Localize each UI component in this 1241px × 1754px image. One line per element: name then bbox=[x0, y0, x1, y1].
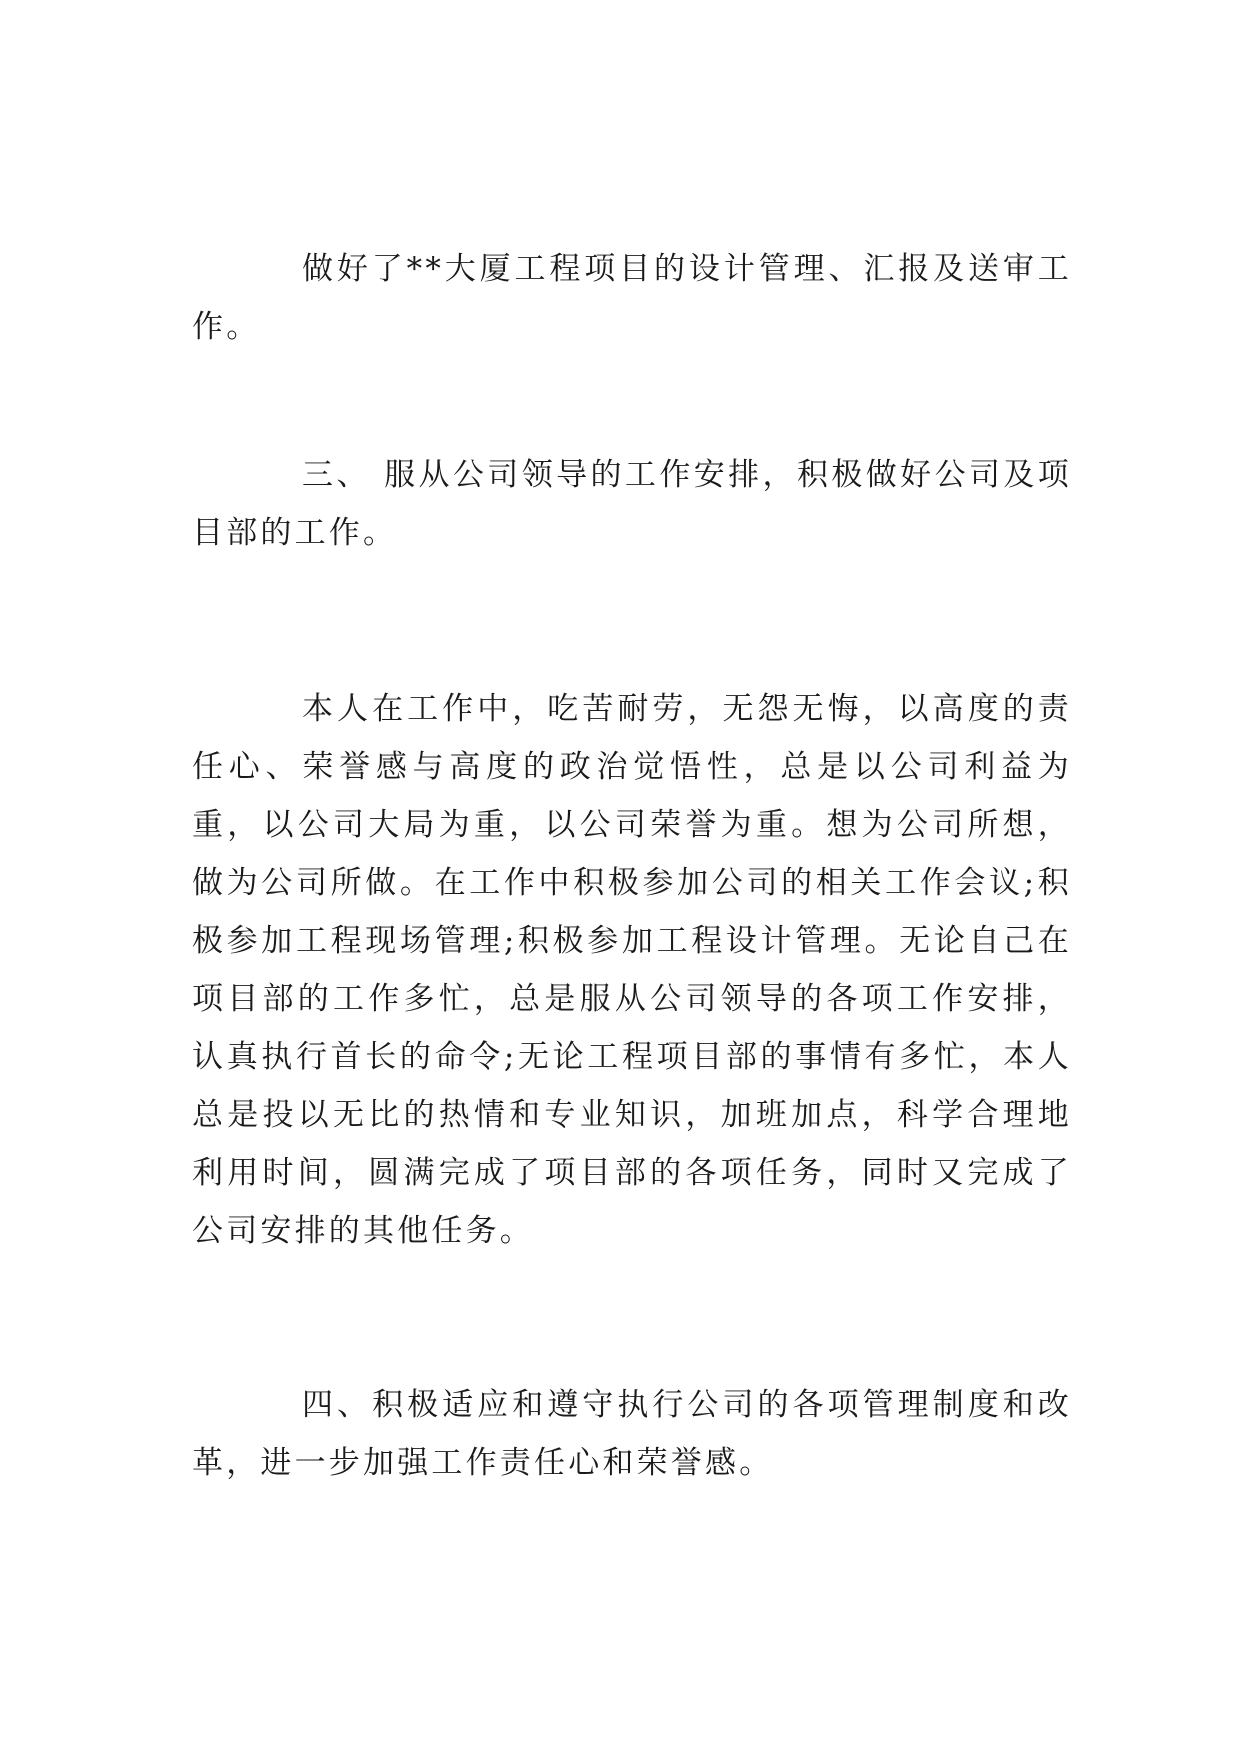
paragraph-section-three: 三、 服从公司领导的工作安排，积极做好公司及项目部的工作。 bbox=[192, 457, 1072, 551]
paragraph-section-four: 四、积极适应和遵守执行公司的各项管理制度和改革，进一步加强工作责任心和荣誉感。 bbox=[192, 1387, 1072, 1481]
paragraph-design-management: 做好了**大厦工程项目的设计管理、汇报及送审工作。 bbox=[192, 251, 1072, 345]
paragraph-work-attitude: 本人在工作中，吃苦耐劳，无怨无悔，以高度的责任心、荣誉感与高度的政治觉悟性，总是以公司利益为重，以公司大局为重，以公司荣誉为重。想为公司所想，做为公司所做。在工作中积极参加公司的相关工作会议;积极参加工程现场管理;积极参加工程设计管理。无论自己在项目部的工作多忙，总是服从公司领导的各项工作安排，认真执行首长的命令;无论工程项目部的事情有多忙，本人总是投以无比的热情和专业知识，加班加点，科学合理地利用时间，圆满完成了项目部的各项任务，同时又完成了公司安排的其他任务。 bbox=[192, 691, 1072, 1249]
